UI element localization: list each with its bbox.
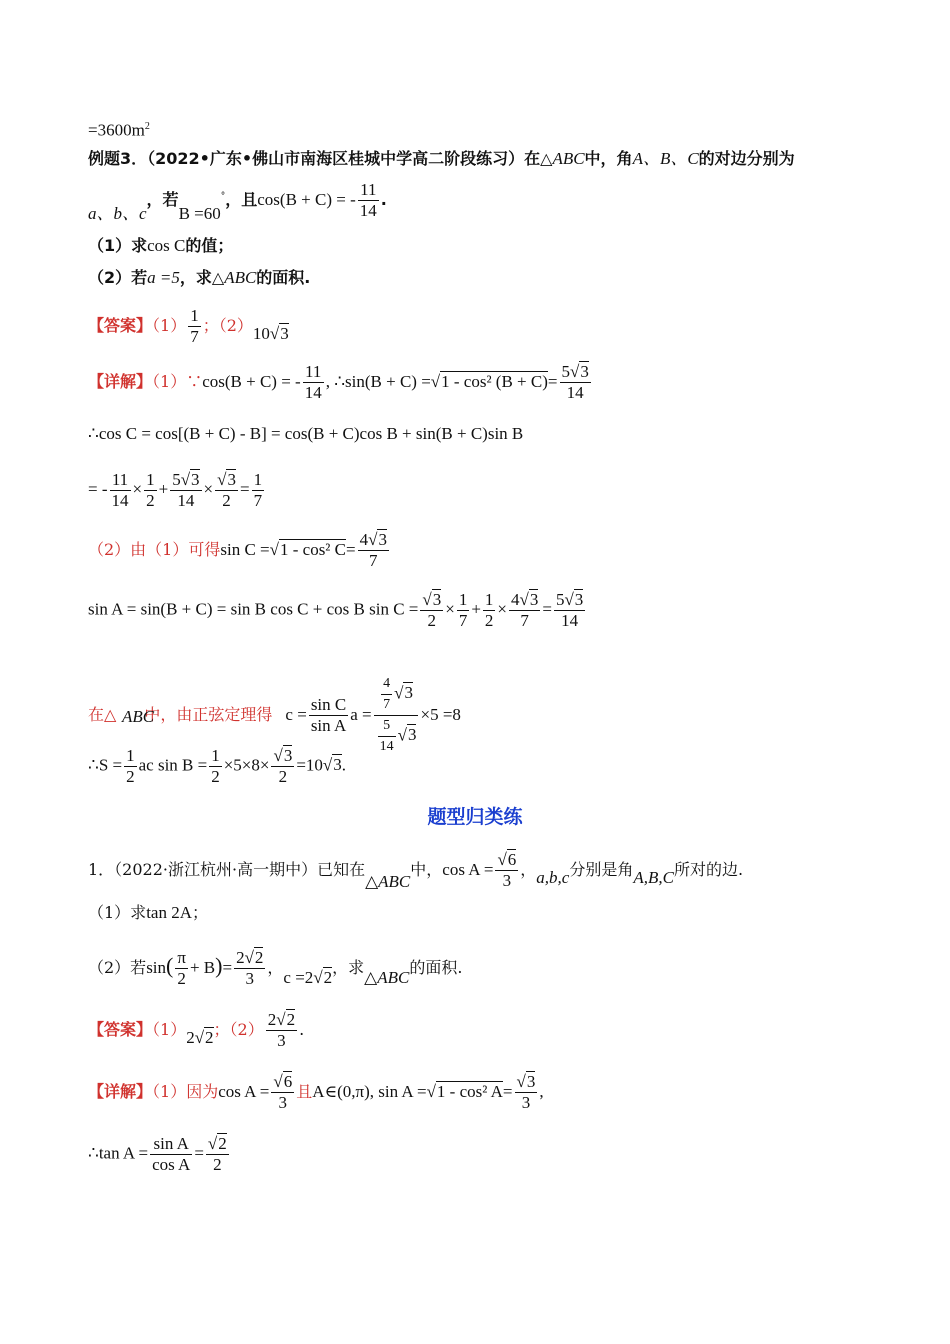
detail-line-sinA: sin A = sin(B + C) = sin B cos C + cos B sin C = $\frac{√3}{2}$ × $\frac{1}{7}$ + $\frac{1}{2}$ × $\frac{4√3}{7}$ = $\frac{5√3}{14}$: [88, 590, 584, 630]
detail-line-cosC-value: = - $\frac{11}{14}$ × $\frac{1}{2}$ + $\frac{5√3}{14}$ × $\frac{√3}{2}$ = $\frac{1}{7}$: [88, 470, 263, 510]
detail-line-1: 【详解】（1）∵cos(B + C) = - $\frac{11}{14}$ , ∴sin(B + C) =√1 - cos² (B + C)= $\frac{5√3}{14}$: [88, 362, 589, 402]
example-3-title: 例题3．（2022•广东•佛山市南海区桂城中学高二阶段练习）在△ABC中，角A、B、C的对边分别为: [88, 149, 795, 168]
example-3-condition: a、b、c，若B =60°，且cos(B + C) = - $\frac{11}{14}$ .: [88, 180, 387, 223]
problem-1: 1．（2022·浙江杭州·高一期中）已知在△ABC中，cos A = $\frac{√6}{3}$ ，a,b,c分别是角A,B,C所对的边.: [88, 850, 744, 891]
problem-1-answer: 【答案】（1）2√2；（2） $\frac{2√2}{3}$ .: [88, 1010, 305, 1050]
problem-1-detail-1: 【详解】（1）因为cos A = $\frac{√6}{3}$ 且A∈(0,π), sin A =√1 - cos² A= $\frac{√3}{3}$ ,: [88, 1072, 544, 1112]
problem-1-q1: （1）求tan 2A；: [88, 903, 208, 922]
question-2: （2）若a =5，求△ABC的面积.: [88, 268, 311, 287]
detail-line-area: ∴S = $\frac{1}{2}$ ac sin B = $\frac{1}{2}$ ×5×8× $\frac{√3}{2}$ =10√3.: [88, 746, 347, 786]
problem-1-q2: （2）若sin( $\frac{\pi}{2}$ + B)= $\frac{2√2}{3}$ ，c =2√2，求△ABC的面积.: [88, 948, 463, 988]
problem-1-detail-2: ∴tan A = $\frac{\text{sin A}}{\text{cos A}}$ = $\frac{√2}{2}$: [88, 1134, 227, 1174]
detail-line-sinC: （2）由（1）可得sin C =√1 - cos² C= $\frac{4√3}{7}$: [88, 530, 387, 570]
detail-line-cosC: ∴cos C = cos[(B + C) - B] = cos(B + C)cos B + sin(B + C)sin B: [88, 424, 524, 443]
result-area: $=3600m^2$: [88, 120, 150, 140]
section-heading: 题型归类练: [427, 806, 523, 828]
triangle-label: ABC: [122, 707, 155, 726]
question-1: （1）求cos C的值；: [88, 236, 234, 255]
answer-line: 【答案】（1） $\frac{1}{7}$ ；（2）10√3: [88, 306, 289, 346]
detail-line-law-of-sines: 在△ 中，由正弦定理得 c = $\frac{\text{sin C}}{\text{sin A}}$ a = $\frac{4}{7}$ √3 $\frac{5}{14}$ √3 ×5 =8: [88, 676, 461, 754]
